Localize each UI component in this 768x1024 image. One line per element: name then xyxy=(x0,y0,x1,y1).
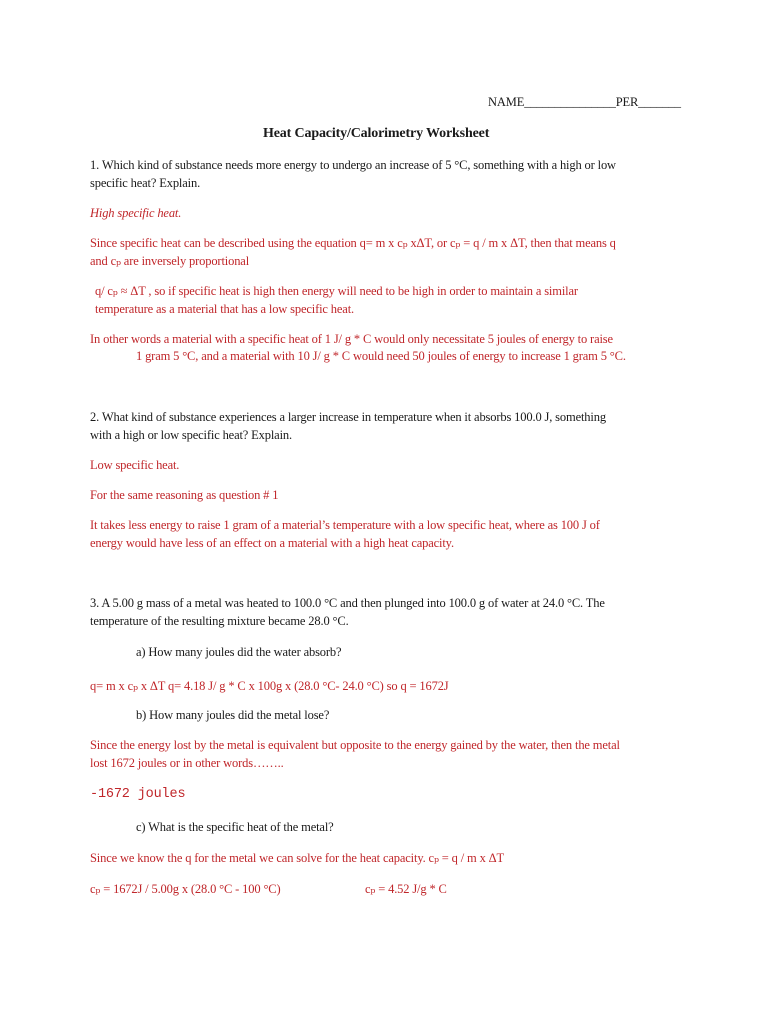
q2-explanation-line-1: It takes less energy to raise 1 gram of a material’s temperature with a low specific heat, where as 100 J of xyxy=(90,518,600,532)
q3-question-line-1: 3. A 5.00 g mass of a metal was heated to 100.0 °C and then plunged into 100.0 g of water at 24.0 °C. The xyxy=(90,596,605,610)
q1-explanation-2-line-1: q/ cₚ ≈ ΔT , so if specific heat is high then energy will need to be high in order to maintain a similar xyxy=(95,284,578,298)
q1-question-line-2: specific heat? Explain. xyxy=(90,176,201,190)
name-period-line: NAME_______________PER_______ xyxy=(488,95,681,109)
q3-part-b-explanation-line-2: lost 1672 joules or in other words…….. xyxy=(90,756,284,770)
q1-explanation-2-line-2: temperature as a material that has a low specific heat. xyxy=(95,302,354,316)
q2-reason: For the same reasoning as question # 1 xyxy=(90,488,279,502)
q1-question-line-1: 1. Which kind of substance needs more energy to undergo an increase of 5 °C, something with a high or low xyxy=(90,158,616,172)
page-title: Heat Capacity/Calorimetry Worksheet xyxy=(263,126,490,141)
q3-question-line-2: temperature of the resulting mixture became 28.0 °C. xyxy=(90,614,349,628)
q3-part-b-answer: -1672 joules xyxy=(90,787,186,802)
q1-explanation-3-line-1: In other words a material with a specific heat of 1 J/ g * C would only necessitate 5 joules of energy to raise xyxy=(90,332,613,346)
q2-question-line-2: with a high or low specific heat? Explain. xyxy=(90,428,292,442)
q1-answer: High specific heat. xyxy=(90,206,182,220)
q3-part-c-calculation: cₚ = 1672J / 5.00g x (28.0 °C - 100 °C) xyxy=(90,882,281,896)
q3-part-c-question: c) What is the specific heat of the metal? xyxy=(136,820,334,834)
q3-part-a-answer: q= m x cₚ x ΔT q= 4.18 J/ g * C x 100g x (28.0 °C- 24.0 °C) so q = 1672J xyxy=(90,679,449,693)
q3-part-a-question: a) How many joules did the water absorb? xyxy=(136,645,342,659)
q3-part-c-answer: cₚ = 4.52 J/g * C xyxy=(365,882,447,896)
q1-explanation-1-line-1: Since specific heat can be described using the equation q= m x cₚ xΔT, or cₚ = q / m x ΔT, then that means q xyxy=(90,236,616,250)
q1-explanation-1-line-2: and cₚ are inversely proportional xyxy=(90,254,250,268)
q2-explanation-line-2: energy would have less of an effect on a material with a high heat capacity. xyxy=(90,536,454,550)
q2-answer: Low specific heat. xyxy=(90,458,180,472)
q3-part-c-explanation: Since we know the q for the metal we can solve for the heat capacity. cₚ = q / m x ΔT xyxy=(90,851,505,865)
q3-part-b-question: b) How many joules did the metal lose? xyxy=(136,708,330,722)
q3-part-b-explanation-line-1: Since the energy lost by the metal is equivalent but opposite to the energy gained by the water, then the metal xyxy=(90,738,620,752)
q2-question-line-1: 2. What kind of substance experiences a larger increase in temperature when it absorbs 100.0 J, something xyxy=(90,410,606,424)
q1-explanation-3-line-2: 1 gram 5 °C, and a material with 10 J/ g * C would need 50 joules of energy to increase 1 gram 5 °C. xyxy=(136,349,626,363)
